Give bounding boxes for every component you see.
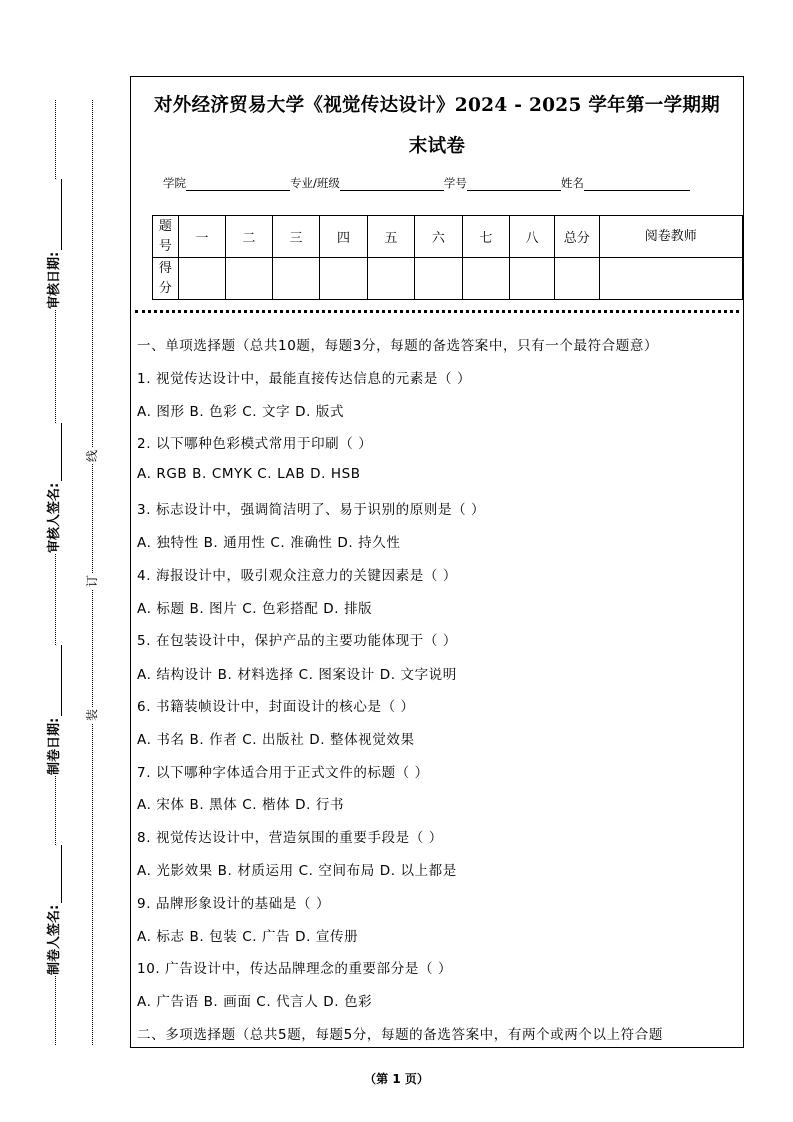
- question-7-options: A. 宋体 B. 黑体 C. 楷体 D. 行书: [137, 797, 345, 813]
- score-cell[interactable]: [320, 258, 367, 300]
- question-4-options: A. 标题 B. 图片 C. 色彩搭配 D. 排版: [137, 601, 373, 617]
- maker-date-label: 制卷日期:: [47, 717, 62, 775]
- score-col-1: 一: [178, 216, 225, 258]
- question-9: 9. 品牌形象设计的基础是（ ）: [137, 896, 331, 912]
- question-9-options: A. 标志 B. 包装 C. 广告 D. 宣传册: [137, 929, 359, 945]
- question-5-options: A. 结构设计 B. 材料选择 C. 图案设计 D. 文字说明: [137, 667, 457, 683]
- score-table-header-row: [153, 216, 743, 258]
- binding-zhuang-char: 装: [85, 709, 99, 722]
- section2-heading: 二、多项选择题（总共5题，每题5分，每题的备选答案中，有两个或两个以上符合题: [137, 1027, 663, 1043]
- exam-title-line1: 对外经济贸易大学《视觉传达设计》2024 - 2025 学年第一学期期: [154, 95, 720, 116]
- college-field[interactable]: [186, 177, 290, 191]
- section1-heading: 一、单项选择题（总共10题，每题3分，每题的备选答案中，只有一个最符合题意）: [137, 338, 659, 354]
- question-3: 3. 标志设计中，强调简洁明了、易于识别的原则是（ ）: [137, 502, 486, 518]
- score-cell[interactable]: [462, 258, 509, 300]
- exam-title-line2: 末试卷: [408, 136, 466, 157]
- question-6: 6. 书籍装帧设计中，封面设计的核心是（ ）: [137, 699, 415, 715]
- score-col-6: 六: [415, 216, 462, 258]
- binding-line-char: 线: [85, 450, 99, 463]
- major-label: 专业/班级: [290, 176, 340, 190]
- question-7: 7. 以下哪种字体适合用于正式文件的标题（ ）: [137, 765, 429, 781]
- question-8: 8. 视觉传达设计中，营造氛围的重要手段是（ ）: [137, 830, 443, 846]
- question-10-options: A. 广告语 B. 画面 C. 代言人 D. 色彩: [137, 994, 373, 1010]
- score-table: [152, 215, 743, 300]
- name-field[interactable]: [584, 177, 690, 191]
- major-field[interactable]: [340, 177, 444, 191]
- score-col-4: 四: [320, 216, 367, 258]
- score-label: 得分: [153, 258, 179, 300]
- question-3-options: A. 独特性 B. 通用性 C. 准确性 D. 持久性: [137, 535, 401, 551]
- question-5: 5. 在包装设计中，保护产品的主要功能体现于（ ）: [137, 633, 457, 649]
- binding-ding-char: 订: [85, 575, 99, 588]
- question-number-label: 题号: [153, 216, 179, 258]
- maker-date-field[interactable]: [45, 645, 65, 775]
- score-cell-total[interactable]: [554, 258, 599, 300]
- score-col-5: 五: [367, 216, 414, 258]
- question-10: 10. 广告设计中，传达品牌理念的重要部分是（ ）: [137, 961, 453, 977]
- score-col-8: 八: [510, 216, 555, 258]
- maker-sign-label: 制卷人签名:: [47, 904, 62, 975]
- college-label: 学院: [163, 176, 186, 190]
- student-id-field[interactable]: [467, 177, 561, 191]
- exam-page: [130, 76, 744, 1048]
- score-col-total: 总分: [554, 216, 599, 258]
- dotted-separator: [135, 310, 739, 313]
- maker-sign-field[interactable]: [45, 845, 65, 975]
- question-6-options: A. 书名 B. 作者 C. 出版社 D. 整体视觉效果: [137, 732, 415, 748]
- reviewer-date-label: 审核日期:: [47, 251, 62, 309]
- score-cell[interactable]: [272, 258, 319, 300]
- score-cell[interactable]: [367, 258, 414, 300]
- score-col-grader: 阅卷教师: [599, 216, 742, 258]
- score-cell[interactable]: [226, 258, 273, 300]
- score-cell[interactable]: [510, 258, 555, 300]
- student-info-row: [163, 175, 690, 191]
- question-2: 2. 以下哪种色彩模式常用于印刷（ ）: [137, 436, 373, 452]
- score-table-score-row: [153, 258, 743, 300]
- score-col-3: 三: [272, 216, 319, 258]
- score-cell-grader[interactable]: [599, 258, 742, 300]
- reviewer-sign-label: 审核人签名:: [47, 482, 62, 553]
- reviewer-sign-field[interactable]: [45, 423, 65, 553]
- score-col-7: 七: [462, 216, 509, 258]
- question-8-options: A. 光影效果 B. 材质运用 C. 空间布局 D. 以上都是: [137, 863, 457, 879]
- score-cell[interactable]: [178, 258, 225, 300]
- student-id-label: 学号: [443, 176, 467, 190]
- score-col-2: 二: [226, 216, 273, 258]
- question-2-options: A. RGB B. CMYK C. LAB D. HSB: [137, 466, 361, 482]
- page-number: （第 1 页）: [364, 1072, 429, 1086]
- reviewer-date-field[interactable]: [45, 179, 65, 309]
- question-1: 1. 视觉传达设计中，最能直接传达信息的元素是（ ）: [137, 371, 472, 387]
- score-cell[interactable]: [415, 258, 462, 300]
- question-4: 4. 海报设计中，吸引观众注意力的关键因素是（ ）: [137, 568, 457, 584]
- question-1-options: A. 图形 B. 色彩 C. 文字 D. 版式: [137, 404, 345, 420]
- name-label: 姓名: [560, 176, 584, 190]
